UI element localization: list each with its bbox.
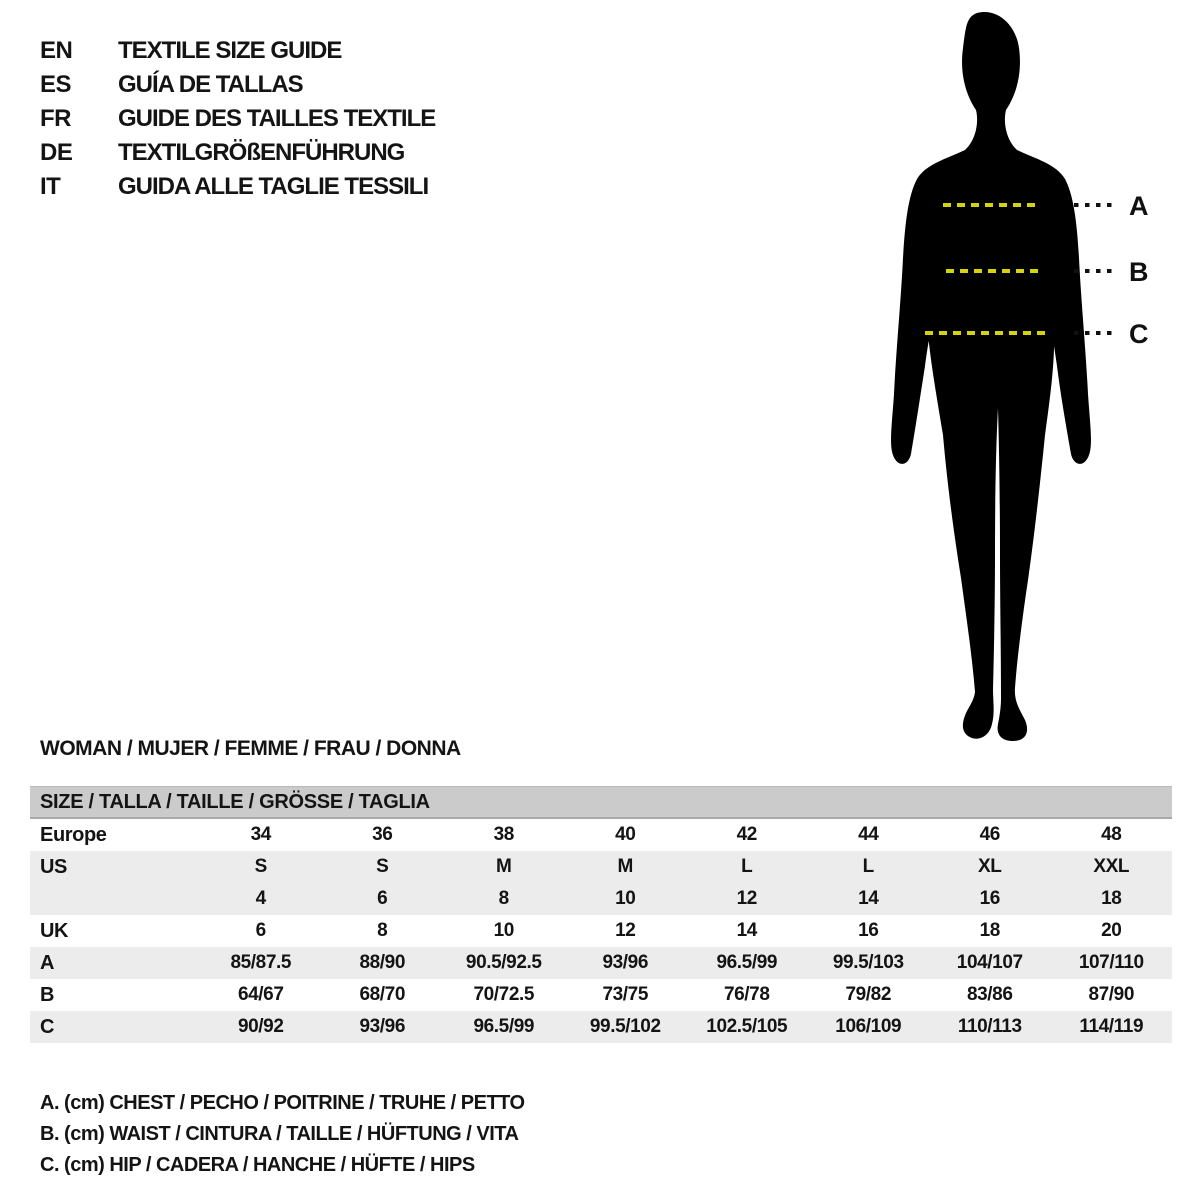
page-title: GUIDA ALLE TAGLIE TESSILI — [118, 173, 429, 200]
waist-label: B — [1129, 257, 1149, 287]
size-table-body — [30, 819, 1172, 1043]
page-title: TEXTILGRÖßENFÜHRUNG — [118, 139, 405, 166]
table-cell: 34 — [250, 824, 271, 845]
table-cell: S — [376, 856, 389, 877]
table-cell: 68/70 — [359, 984, 406, 1005]
table-cell: XXL — [1093, 856, 1130, 877]
row-label: Europe — [40, 823, 107, 846]
table-cell: 83/86 — [966, 984, 1013, 1005]
table-cell: 8 — [377, 920, 388, 941]
table-cell: 12 — [615, 920, 636, 941]
table-cell: 18 — [979, 920, 1000, 941]
table-row — [30, 915, 1172, 947]
table-row — [30, 1011, 1172, 1043]
table-cell: 99.5/103 — [832, 952, 904, 973]
table-cell: 16 — [858, 920, 879, 941]
page-title: GUIDE DES TAILLES TEXTILE — [118, 105, 436, 132]
table-cell: 76/78 — [723, 984, 770, 1005]
page-title: GUÍA DE TALLAS — [118, 71, 303, 98]
legend-hip: C. (cm) HIP / CADERA / HANCHE / HÜFTE / HIPS — [40, 1154, 475, 1176]
language-row — [40, 102, 435, 136]
table-cell: 96.5/99 — [716, 952, 778, 973]
table-cell: M — [617, 856, 633, 877]
table-cell: 8 — [498, 888, 509, 909]
measurement-legend — [40, 1088, 525, 1181]
row-label: US — [40, 855, 67, 878]
table-cell: 14 — [858, 888, 879, 909]
table-cell: 14 — [736, 920, 757, 941]
table-cell: 90.5/92.5 — [465, 952, 542, 973]
language-code: DE — [40, 139, 73, 166]
language-row — [40, 170, 435, 204]
hip-label: C — [1129, 319, 1149, 349]
table-cell: 73/75 — [602, 984, 649, 1005]
section-heading: WOMAN / MUJER / FEMME / FRAU / DONNA — [40, 737, 461, 760]
table-cell: 12 — [736, 888, 757, 909]
size-table-header: SIZE / TALLA / TAILLE / GRÖSSE / TAGLIA — [30, 786, 1172, 819]
table-cell: 44 — [858, 824, 879, 845]
table-cell: 48 — [1101, 824, 1122, 845]
table-cell: 85/87.5 — [230, 952, 292, 973]
table-row — [30, 883, 1172, 915]
measurement-figure — [850, 0, 1200, 760]
table-cell: 90/92 — [237, 1016, 284, 1037]
table-cell: 4 — [255, 888, 266, 909]
woman-silhouette — [891, 12, 1091, 741]
language-row — [40, 34, 435, 68]
table-cell: 96.5/99 — [473, 1016, 535, 1037]
chest-label: A — [1129, 191, 1149, 221]
table-cell: 79/82 — [845, 984, 892, 1005]
table-cell: S — [254, 856, 267, 877]
language-title-block — [40, 34, 435, 204]
table-cell: XL — [978, 856, 1002, 877]
language-code: FR — [40, 105, 71, 132]
table-row — [30, 819, 1172, 851]
table-cell: 88/90 — [359, 952, 406, 973]
table-cell: 87/90 — [1088, 984, 1135, 1005]
language-code: IT — [40, 173, 61, 200]
table-cell: 36 — [372, 824, 393, 845]
table-cell: 6 — [377, 888, 388, 909]
language-row — [40, 68, 435, 102]
woman-silhouette-svg — [850, 0, 1200, 760]
page-title: TEXTILE SIZE GUIDE — [118, 37, 342, 64]
table-cell: 46 — [979, 824, 1000, 845]
language-row — [40, 136, 435, 170]
table-cell: 6 — [255, 920, 266, 941]
table-cell: 110/113 — [957, 1016, 1022, 1037]
table-cell: 93/96 — [602, 952, 649, 973]
table-cell: 99.5/102 — [589, 1016, 661, 1037]
table-cell: 106/109 — [835, 1016, 902, 1037]
size-table — [30, 786, 1172, 1043]
row-label: B — [40, 983, 55, 1006]
table-row — [30, 947, 1172, 979]
table-row — [30, 851, 1172, 883]
table-row — [30, 979, 1172, 1011]
language-code: ES — [40, 71, 72, 98]
row-label: C — [40, 1015, 55, 1038]
table-cell: M — [496, 856, 512, 877]
table-cell: 40 — [615, 824, 636, 845]
table-cell: 64/67 — [237, 984, 284, 1005]
table-cell: L — [741, 856, 753, 877]
table-cell: 104/107 — [956, 952, 1023, 973]
table-cell: 93/96 — [359, 1016, 406, 1037]
table-cell: 107/110 — [1078, 952, 1144, 973]
table-cell: 102.5/105 — [706, 1016, 788, 1037]
table-cell: 114/119 — [1079, 1016, 1144, 1037]
table-cell: 18 — [1101, 888, 1122, 909]
table-cell: 38 — [493, 824, 514, 845]
table-cell: L — [862, 856, 874, 877]
table-cell: 70/72.5 — [473, 984, 535, 1005]
language-code: EN — [40, 37, 73, 64]
row-label: A — [40, 951, 55, 974]
table-cell: 42 — [736, 824, 757, 845]
table-cell: 10 — [493, 920, 514, 941]
table-cell: 10 — [615, 888, 636, 909]
legend-waist: B. (cm) WAIST / CINTURA / TAILLE / HÜFTUNG / VITA — [40, 1123, 519, 1145]
table-cell: 20 — [1101, 920, 1122, 941]
row-label: UK — [40, 919, 69, 942]
table-cell: 16 — [979, 888, 1000, 909]
legend-chest: A. (cm) CHEST / PECHO / POITRINE / TRUHE / PETTO — [40, 1092, 525, 1114]
